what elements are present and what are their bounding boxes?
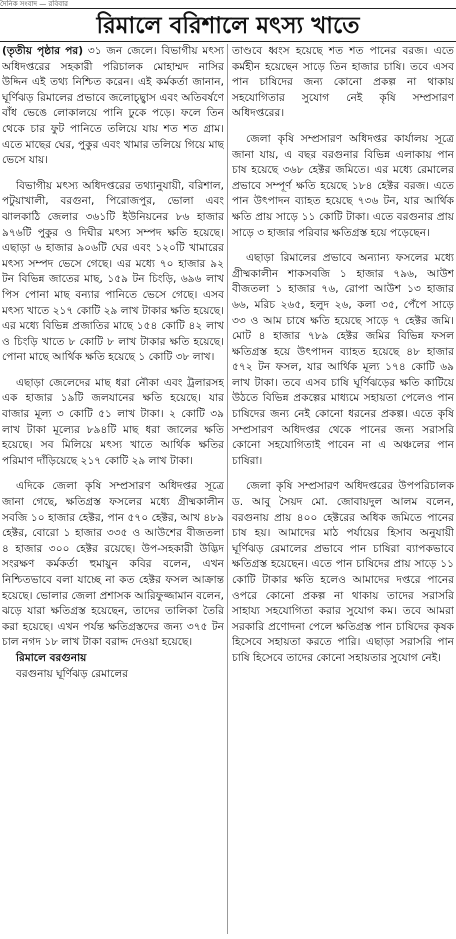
continuation-label: (তৃতীয় পৃষ্ঠার পর) [2,45,84,57]
paragraph: এছাড়া রিমালের প্রভাবে অন্যান্য ফসলের মধ্যে গ্রীষ্মকালীন শাকসবজি ১ হাজার ৭৯৬, আউশ বীজতলা ১ হাজার ৭৬, রোপা আউশ ১৩ হাজার ৬৬, মরিচ ২৬৫, হলুদ ২৬, কলা ৩৫, পেঁপে সাড়ে ৩৩ ও আম চাষে ক্ষতি হয়েছে সাড়ে ৭ হেক্টর জমি। মোট ৪ হাজার ৭৮৯ হেক্টর জমির বিভিন্ন ফসল ক্ষতিগ্রস্ত হয়ে উৎপাদন ব্যাহত হয়েছে ৪৮ হাজার ৫৭২ টন ফসল, যার আর্থিক মূল্য ১৭৪ কোটি ৬৯ লাখ টাকা। তবে এসব চাষি ঘূর্ণিঝড়ের ক্ষতি কাটিয়ে উঠতে বিভিন্ন প্রকল্পের মাধ্যমে সহায়তা পেলেও পান চাষিদের জন্য নেই কোনো ধরনের প্রকল্প। এতে কৃষি সম্প্রসারণ অধিদপ্তর থেকে পানের জন্য সরাসরি কোনো সহযোগিতাই পাবেন না এ অঞ্চলের পান চাষিরা। [232,252,454,467]
paragraph: বিভাগীয় মৎস্য অধিদপ্তরের তথ্যানুযায়ী, বরিশাল, পটুয়াখালী, বরগুনা, পিরোজপুর, ভোলা এবং ঝালকাঠি জেলার ৩৬১টি ইউনিয়নের ৮৬ হাজার ৯৭৬টি পুকুর ও দিঘীর মৎস্য সম্পদ ক্ষতি হয়েছে। এছাড়া ৬ হাজার ৯০৬টি ঘের এবং ১২০টি খামারের মৎস্য সম্পদ ভেসে গেছে। এর মধ্যে ৭০ হাজার ৯২ টন বিভিন্ন জাতের মাছ, ১৫৯ টন চিংড়ি, ৬৯৬ লাখ পিস পোনা মাছ বন্যার পানিতে ভেসে গেছে। এসব মৎস্য খাতে ২১৭ কোটি ২৯ লাখ টাকার ক্ষতি হয়েছে। এর মধ্যে বিভিন্ন প্রজাতির মাছে ১৫৪ কোটি ৪২ লাখ ও চিংড়ি খাতে ৮ কোটি ৮ লাখ টাকার ক্ষতি হয়েছে। পোনা মাছে আর্থিক ক্ষতি হয়েছে ১ কোটি ৩৮ লাখ। [2,179,224,364]
paragraph: জেলা কৃষি সম্প্রসারণ অধিদপ্তর কার্যালয় সূত্রে জানা যায়, এ বছর বরগুনার বিভিন্ন এলাকায় পান চাষ হয়েছে ৩৬৮ হেক্টর জমিতে। এর মধ্যে রেমালের প্রভাবে সম্পূর্ণ ক্ষতি হয়েছে ১৮৪ হেক্টর বরজ। এতে পান উৎপাদন ব্যাহত হয়েছে ৭৩৬ টন, যার আর্থিক ক্ষতি প্রায় সাড়ে ১১ কোটি টাকা। এতে বরগুনার প্রায় সাড়ে ৩ হাজার পরিবার ক্ষতিগ্রস্ত হয়ে পড়েছেন। [232,132,454,239]
paragraph: এছাড়া জেলেদের মাছ ধরা নৌকা এবং ট্রলারসহ এক হাজার ১৯টি জলযানের ক্ষতি হয়েছে। যার বাজার মূল্য ৩ কোটি ৫১ লাখ টাকা। ২ কোটি ৩৯ লাখ টাকা মূল্যের ৮৯৪টি মাছ ধরা জালের ক্ষতি হয়েছে। সব মিলিয়ে মৎস্য খাতে আর্থিক ক্ষতির পরিমাণ দাঁড়িয়েছে ২১৭ কোটি ২৯ লাখ টাকা। [2,376,224,467]
paragraph: তাণ্ডবে ধ্বংস হয়েছে শত শত পানের বরজ। এতে কর্মহীন হয়েছেন সাড়ে তিন হাজার চাষি। তবে এসব পান চাষিদের জন্য কোনো প্রকল্প না থাকায় সহযোগিতার সুযোগ নেই কৃষি সম্প্রসারণ অধিদপ্তরের। [232,45,454,120]
subheading: রিমালে বরগুনায় [16,651,87,664]
paragraph-text: ৩১ জন জেলে। বিভাগীয় মৎস্য অধিদপ্তরের সহকারী পরিচালক মোহাম্মদ নাসির উদ্দিন এই তথ্য নিশ্চিত করেন। এই কর্মকর্তা জানান, ঘূর্ণিঝড় রিমালের প্রভাবে জলোচ্ছ্বাস এবং অতিবর্ষণে বাঁধ ভেঙে লোকালয়ে পানি ঢুকে পড়ে। ফলে তিন থেকে চার ফুট পানিতে তলিয়ে যায় শত শত গ্রাম। এতে মাছের ঘের, পুকুর এবং খামার তলিয়ে গিয়ে মাছ ভেসে যায়। [2,45,224,167]
masthead-strip: দৈনিক সংবাদ — রবিবার [0,0,69,8]
column-divider [227,44,228,934]
headline: রিমালে বরিশালে মৎস্য খাতে [0,8,456,42]
paragraph: এদিকে জেলা কৃষি সম্প্রসারণ অধিদপ্তর সূত্রে জানা গেছে, ক্ষতিগ্রস্ত ফসলের মধ্যে গ্রীষ্মকালীন সবজি ১০ হাজার হেক্টর, পান ৫৭০ হেক্টর, আখ ৪৮৯ হেক্টর, বোরো ১ হাজার ৩৩৫ ও আউশের বীজতলা ৪ হাজার ৩০০ হেক্টর রয়েছে। উপ-সহকারী উদ্ভিদ সংরক্ষণ কর্মকর্তা হুমায়ুন কবির বলেন, এখন নিশ্চিতভাবে বলা যাচ্ছে না কত হেক্টর ফসল আক্রান্ত হয়েছে। ভোলার জেলা প্রশাসক আরিফুজ্জামান বলেন, ঝড়ে যারা ক্ষতিগ্রস্ত হয়েছেন, তাদের তালিকা তৈরি করা হয়েছে। এখন পর্যন্ত ক্ষতিগ্রস্তদের জন্য ৩৭৫ টন চাল নগদ ১৮ লাখ টাকা বরাদ্দ দেওয়া হয়েছে। [2,480,224,649]
paragraph: জেলা কৃষি সম্প্রসারণ অধিদপ্তরের উপপরিচালক ড. আবু সৈয়দ মো. জোবায়দুল আলম বলেন, বরগুনায় প্রায় ৪০০ হেক্টরের অধিক জমিতে পানের চাষ হয়। আমাদের মাঠ পর্যায়ের হিসাব অনুযায়ী ঘূর্ণিঝড় রেমালের প্রভাবে পান চাষিরা ব্যাপকভাবে ক্ষতিগ্রস্ত হয়েছেন। এতে পান চাষিদের প্রায় সাড়ে ১১ কোটি টাকার ক্ষতি হলেও আমাদের দপ্তরে পানের ওপরে কোনো প্রকল্প না থাকায় তাদের সরাসরি সাহায্য সহযোগিতা করার সুযোগ কম। তবে আমরা সরকারি প্রণোদনা পেলে ক্ষতিগ্রস্ত পান চাষিদের কৃষক হিসেবে সহায়তা করতে পারি। এছাড়া সরাসরি পান চাষি হিসেবে তাদের কোনো সহায়তার সুযোগ নেই। [232,480,454,664]
paragraph [2,44,224,169]
paragraph: বরগুনায় ঘূর্ণিঝড় রেমালের [16,667,129,680]
article-column-right [232,44,454,937]
article-column-left [2,44,224,937]
